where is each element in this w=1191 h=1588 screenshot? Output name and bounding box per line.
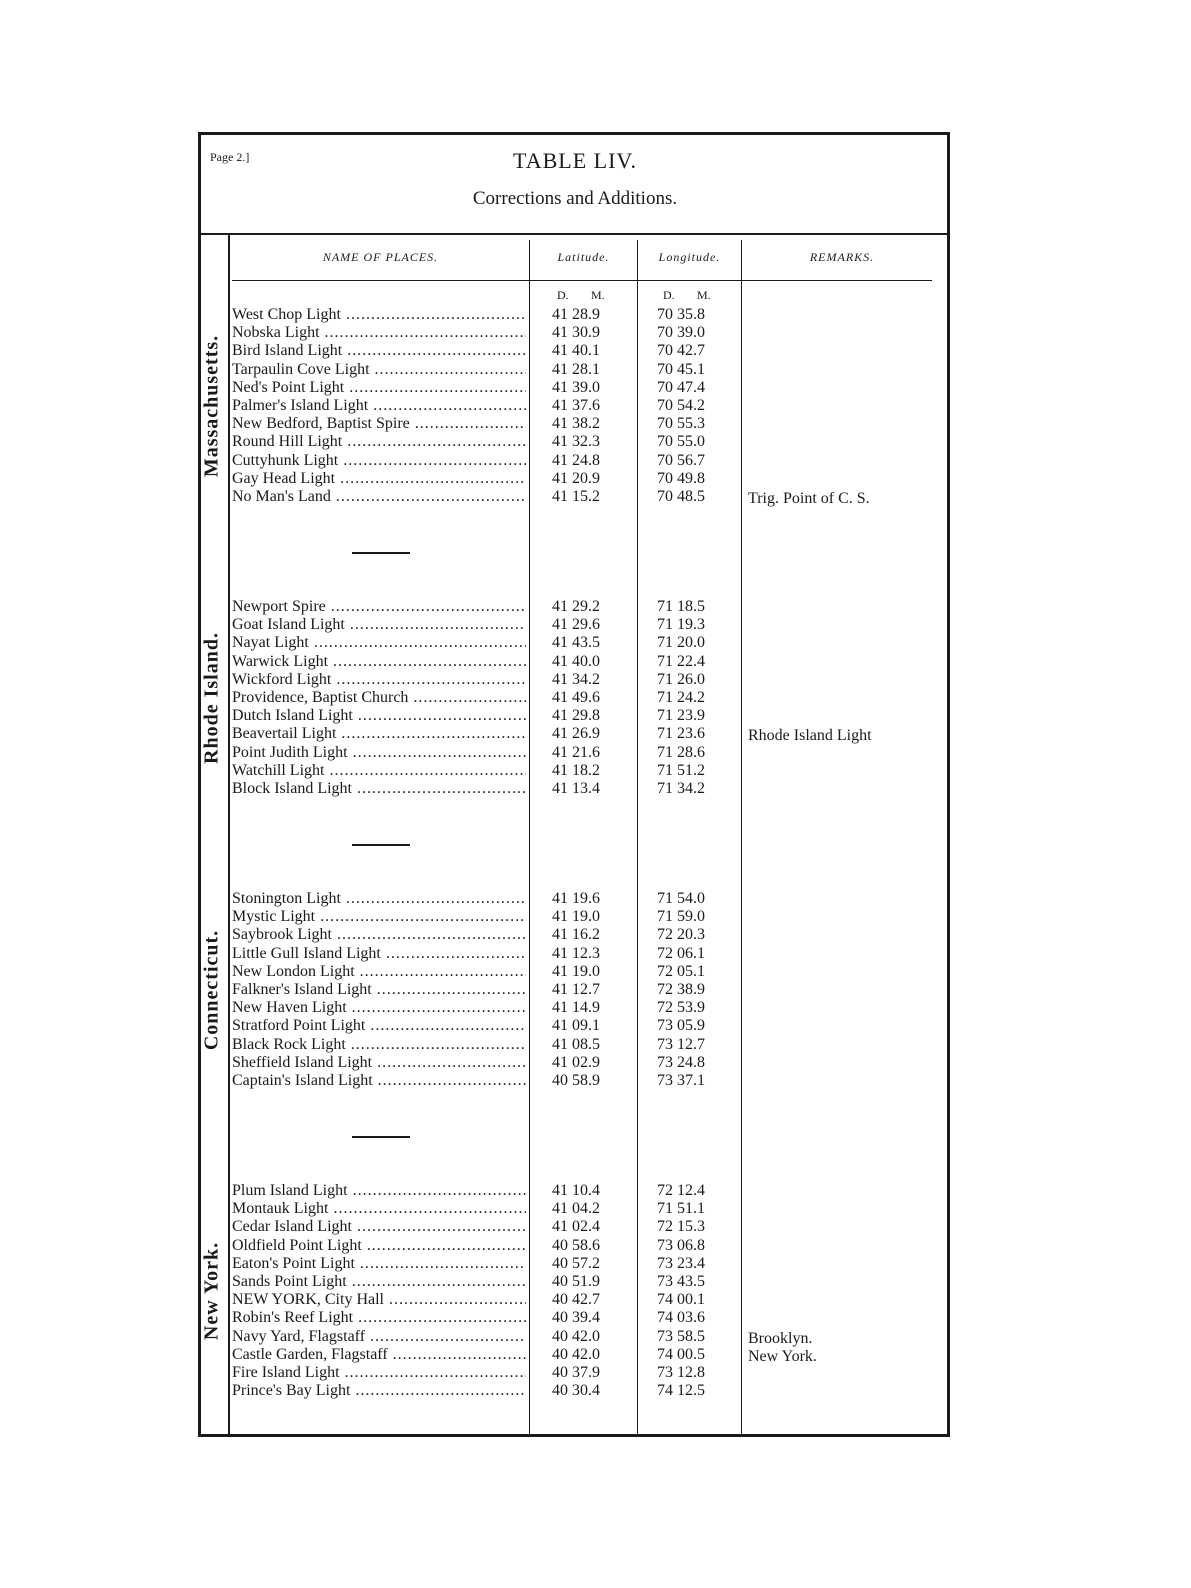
lon-minutes-unit: M. xyxy=(697,288,711,302)
longitude-value: 71 59.0 xyxy=(657,908,705,926)
table-row xyxy=(0,397,1191,415)
latitude-value: 41 19.0 xyxy=(552,908,600,926)
latitude-value: 41 16.2 xyxy=(552,926,600,944)
header-longitude: Longitude. xyxy=(658,250,721,264)
place-name: Captain's Island Light ..... xyxy=(232,1072,526,1090)
longitude-value: 74 12.5 xyxy=(657,1382,705,1400)
place-name: Sands Point Light ..... xyxy=(232,1273,526,1291)
longitude-value: 71 24.2 xyxy=(657,689,705,706)
place-name: Dutch Island Light ..... xyxy=(232,707,526,725)
latitude-value: 41 37.6 xyxy=(552,397,600,414)
table-row xyxy=(0,361,1191,379)
place-name: Fire Island Light ..... xyxy=(232,1364,526,1382)
lat-minutes-unit: M. xyxy=(591,288,605,302)
place-name: Saybrook Light ..... xyxy=(232,926,526,944)
place-name: Gay Head Light ..... xyxy=(232,470,526,488)
table-row xyxy=(0,616,1191,634)
place-name: Prince's Bay Light ..... xyxy=(232,1382,526,1400)
table-row xyxy=(0,981,1191,999)
place-name: Round Hill Light ..... xyxy=(232,433,526,451)
longitude-value: 70 47.4 xyxy=(657,378,705,396)
place-name: Block Island Light ..... xyxy=(232,780,526,798)
latitude-value: 41 02.9 xyxy=(552,1053,600,1071)
latitude-value: 41 13.4 xyxy=(552,780,600,797)
remark-text: Rhode Island Light xyxy=(748,727,872,745)
longitude-value: 70 55.0 xyxy=(657,433,705,451)
latitude-value: 40 42.0 xyxy=(552,1327,600,1345)
latitude-value: 41 09.1 xyxy=(552,1017,600,1035)
place-name: Sheffield Island Light ..... xyxy=(232,1054,526,1072)
table-row xyxy=(0,1036,1191,1054)
longitude-value: 70 42.7 xyxy=(657,342,705,360)
table-row xyxy=(0,1309,1191,1327)
longitude-value: 70 35.8 xyxy=(657,306,705,323)
title-rule xyxy=(200,233,948,235)
remark-text: Brooklyn. xyxy=(748,1329,813,1347)
longitude-value: 71 22.4 xyxy=(657,652,705,670)
place-name: Black Rock Light ..... xyxy=(232,1036,526,1054)
place-name: Mystic Light ..... xyxy=(232,908,526,926)
place-name: Warwick Light ..... xyxy=(232,653,526,671)
table-row xyxy=(0,689,1191,707)
place-name: Stratford Point Light ..... xyxy=(232,1017,526,1035)
table-row xyxy=(0,963,1191,981)
table-row xyxy=(0,1218,1191,1236)
section-divider xyxy=(352,844,410,846)
longitude-value: 71 26.0 xyxy=(657,670,705,688)
table-row xyxy=(0,1237,1191,1255)
longitude-value: 72 38.9 xyxy=(657,981,705,998)
place-name: New Bedford, Baptist Spire ..... xyxy=(232,415,526,433)
table-row xyxy=(0,1255,1191,1273)
latitude-value: 41 24.8 xyxy=(552,451,600,469)
latitude-value: 41 30.9 xyxy=(552,324,600,342)
place-name: Palmer's Island Light ..... xyxy=(232,397,526,415)
latitude-value: 41 28.9 xyxy=(552,306,600,323)
place-name: Cuttyhunk Light ..... xyxy=(232,452,526,470)
latitude-value: 40 42.7 xyxy=(552,1291,600,1309)
place-name: West Chop Light ..... xyxy=(232,306,526,324)
latitude-value: 41 40.1 xyxy=(552,342,600,360)
state-label: Connecticut. xyxy=(200,929,223,1051)
latitude-value: 41 34.2 xyxy=(552,670,600,688)
table-row xyxy=(0,634,1191,652)
latitude-value: 41 08.5 xyxy=(552,1035,600,1053)
longitude-value: 72 12.4 xyxy=(657,1182,705,1199)
longitude-value: 73 12.7 xyxy=(657,1035,705,1053)
latitude-value: 41 04.2 xyxy=(552,1200,600,1218)
place-name: Bird Island Light ..... xyxy=(232,342,526,360)
longitude-value: 73 37.1 xyxy=(657,1072,705,1089)
table-row xyxy=(0,1072,1191,1090)
longitude-value: 74 03.6 xyxy=(657,1309,705,1327)
place-name: NEW YORK, City Hall ..... xyxy=(232,1291,526,1309)
latitude-value: 41 12.7 xyxy=(552,981,600,998)
table-row xyxy=(0,1346,1191,1364)
longitude-value: 71 18.5 xyxy=(657,598,705,615)
longitude-value: 71 34.2 xyxy=(657,780,705,797)
table-row xyxy=(0,908,1191,926)
place-name: Point Judith Light ..... xyxy=(232,744,526,762)
section-divider xyxy=(352,1136,410,1138)
section-divider xyxy=(352,552,410,554)
table-row xyxy=(0,379,1191,397)
table-row xyxy=(0,762,1191,780)
place-name: Nobska Light ..... xyxy=(232,324,526,342)
table-row xyxy=(0,653,1191,671)
table-subtitle: Corrections and Additions. xyxy=(472,188,678,209)
latitude-value: 41 28.1 xyxy=(552,360,600,378)
header-name: NAME OF PLACES. xyxy=(322,250,439,264)
state-label: New York. xyxy=(200,1242,223,1341)
longitude-value: 71 23.9 xyxy=(657,707,705,725)
place-name: Ned's Point Light ..... xyxy=(232,379,526,397)
latitude-value: 41 10.4 xyxy=(552,1182,600,1199)
latitude-value: 40 58.6 xyxy=(552,1236,600,1254)
place-name: Little Gull Island Light ..... xyxy=(232,945,526,963)
longitude-value: 70 48.5 xyxy=(657,488,705,505)
place-name: Navy Yard, Flagstaff ..... xyxy=(232,1328,526,1346)
place-name: Newport Spire ..... xyxy=(232,598,526,616)
table-row xyxy=(0,725,1191,743)
longitude-value: 70 55.3 xyxy=(657,415,705,433)
latitude-value: 41 12.3 xyxy=(552,944,600,962)
table-title: TABLE LIV. xyxy=(513,148,637,173)
table-row xyxy=(0,1382,1191,1400)
table-row xyxy=(0,598,1191,616)
table-row xyxy=(0,1182,1191,1200)
place-name: Watchill Light ..... xyxy=(232,762,526,780)
place-name: Beavertail Light ..... xyxy=(232,725,526,743)
longitude-value: 71 54.0 xyxy=(657,890,705,907)
longitude-value: 73 06.8 xyxy=(657,1236,705,1254)
latitude-value: 40 42.0 xyxy=(552,1345,600,1363)
place-name: Plum Island Light ..... xyxy=(232,1182,526,1200)
place-name: New London Light ..... xyxy=(232,963,526,981)
latitude-value: 41 29.6 xyxy=(552,616,600,634)
longitude-value: 71 28.6 xyxy=(657,743,705,761)
table-row xyxy=(0,926,1191,944)
place-name: New Haven Light ..... xyxy=(232,999,526,1017)
latitude-value: 41 26.9 xyxy=(552,725,600,743)
latitude-value: 40 57.2 xyxy=(552,1254,600,1272)
place-name: Wickford Light ..... xyxy=(232,671,526,689)
longitude-value: 72 15.3 xyxy=(657,1218,705,1236)
latitude-value: 41 29.8 xyxy=(552,707,600,725)
table-row xyxy=(0,433,1191,451)
state-label: Massachusetts. xyxy=(200,334,223,478)
longitude-value: 70 54.2 xyxy=(657,397,705,414)
latitude-value: 40 39.4 xyxy=(552,1309,600,1327)
latitude-value: 40 58.9 xyxy=(552,1072,600,1089)
place-name: Montauk Light ..... xyxy=(232,1200,526,1218)
table-row xyxy=(0,1017,1191,1035)
latitude-value: 41 19.0 xyxy=(552,962,600,980)
table-row xyxy=(0,744,1191,762)
latitude-value: 41 49.6 xyxy=(552,689,600,706)
header-remarks: REMARKS. xyxy=(809,250,875,264)
remark-text: New York. xyxy=(748,1347,817,1365)
latitude-value: 41 32.3 xyxy=(552,433,600,451)
state-label: Rhode Island. xyxy=(200,632,223,765)
longitude-value: 73 05.9 xyxy=(657,1017,705,1035)
longitude-value: 73 12.8 xyxy=(657,1364,705,1381)
latitude-value: 41 14.9 xyxy=(552,999,600,1017)
header-latitude: Latitude. xyxy=(557,250,610,264)
table-row xyxy=(0,945,1191,963)
table-row xyxy=(0,890,1191,908)
place-name: Providence, Baptist Church ..... xyxy=(232,689,526,707)
table-row xyxy=(0,671,1191,689)
longitude-value: 70 56.7 xyxy=(657,451,705,469)
latitude-value: 41 02.4 xyxy=(552,1218,600,1236)
longitude-value: 70 39.0 xyxy=(657,324,705,342)
latitude-value: 41 15.2 xyxy=(552,488,600,505)
latitude-value: 41 38.2 xyxy=(552,415,600,433)
place-name: Oldfield Point Light ..... xyxy=(232,1237,526,1255)
place-name: Eaton's Point Light ..... xyxy=(232,1255,526,1273)
table-row xyxy=(0,780,1191,798)
table-row xyxy=(0,342,1191,360)
latitude-value: 40 30.4 xyxy=(552,1382,600,1400)
longitude-value: 70 49.8 xyxy=(657,469,705,487)
longitude-value: 71 23.6 xyxy=(657,725,705,743)
latitude-value: 41 20.9 xyxy=(552,469,600,487)
page-label: Page 2.] xyxy=(210,150,250,164)
table-row xyxy=(0,415,1191,433)
place-name: No Man's Land ..... xyxy=(232,488,526,506)
longitude-value: 72 53.9 xyxy=(657,999,705,1017)
longitude-value: 71 51.2 xyxy=(657,761,705,779)
latitude-value: 41 29.2 xyxy=(552,598,600,615)
place-name: Tarpaulin Cove Light ..... xyxy=(232,361,526,379)
longitude-value: 72 05.1 xyxy=(657,962,705,980)
table-row xyxy=(0,1054,1191,1072)
longitude-value: 72 20.3 xyxy=(657,926,705,944)
longitude-value: 71 51.1 xyxy=(657,1200,705,1218)
table-row xyxy=(0,1364,1191,1382)
longitude-value: 70 45.1 xyxy=(657,360,705,378)
place-name: Goat Island Light ..... xyxy=(232,616,526,634)
place-name: Stonington Light ..... xyxy=(232,890,526,908)
lat-degrees-unit: D. xyxy=(557,288,569,302)
latitude-value: 40 51.9 xyxy=(552,1273,600,1290)
lon-degrees-unit: D. xyxy=(663,288,675,302)
longitude-value: 73 24.8 xyxy=(657,1053,705,1071)
table-row xyxy=(0,488,1191,506)
header-rule xyxy=(232,280,932,281)
longitude-value: 74 00.1 xyxy=(657,1291,705,1309)
latitude-value: 41 19.6 xyxy=(552,890,600,907)
latitude-value: 41 18.2 xyxy=(552,761,600,779)
table-row xyxy=(0,324,1191,342)
table-row xyxy=(0,1200,1191,1218)
table-row xyxy=(0,306,1191,324)
longitude-value: 71 19.3 xyxy=(657,616,705,634)
remark-text: Trig. Point of C. S. xyxy=(748,490,870,507)
table-row xyxy=(0,1291,1191,1309)
latitude-value: 41 39.0 xyxy=(552,378,600,396)
table-row xyxy=(0,1328,1191,1346)
place-name: Castle Garden, Flagstaff ..... xyxy=(232,1346,526,1364)
place-name: Nayat Light ..... xyxy=(232,634,526,652)
longitude-value: 71 20.0 xyxy=(657,634,705,652)
table-row xyxy=(0,452,1191,470)
longitude-value: 73 23.4 xyxy=(657,1254,705,1272)
longitude-value: 74 00.5 xyxy=(657,1345,705,1363)
place-name: Cedar Island Light ..... xyxy=(232,1218,526,1236)
longitude-value: 73 43.5 xyxy=(657,1273,705,1290)
latitude-value: 40 37.9 xyxy=(552,1364,600,1381)
longitude-value: 73 58.5 xyxy=(657,1327,705,1345)
table-row xyxy=(0,470,1191,488)
latitude-value: 41 43.5 xyxy=(552,634,600,652)
place-name: Robin's Reef Light ..... xyxy=(232,1309,526,1327)
latitude-value: 41 40.0 xyxy=(552,652,600,670)
table-row xyxy=(0,707,1191,725)
latitude-value: 41 21.6 xyxy=(552,743,600,761)
table-row xyxy=(0,999,1191,1017)
table-row xyxy=(0,1273,1191,1291)
longitude-value: 72 06.1 xyxy=(657,944,705,962)
place-name: Falkner's Island Light ..... xyxy=(232,981,526,999)
